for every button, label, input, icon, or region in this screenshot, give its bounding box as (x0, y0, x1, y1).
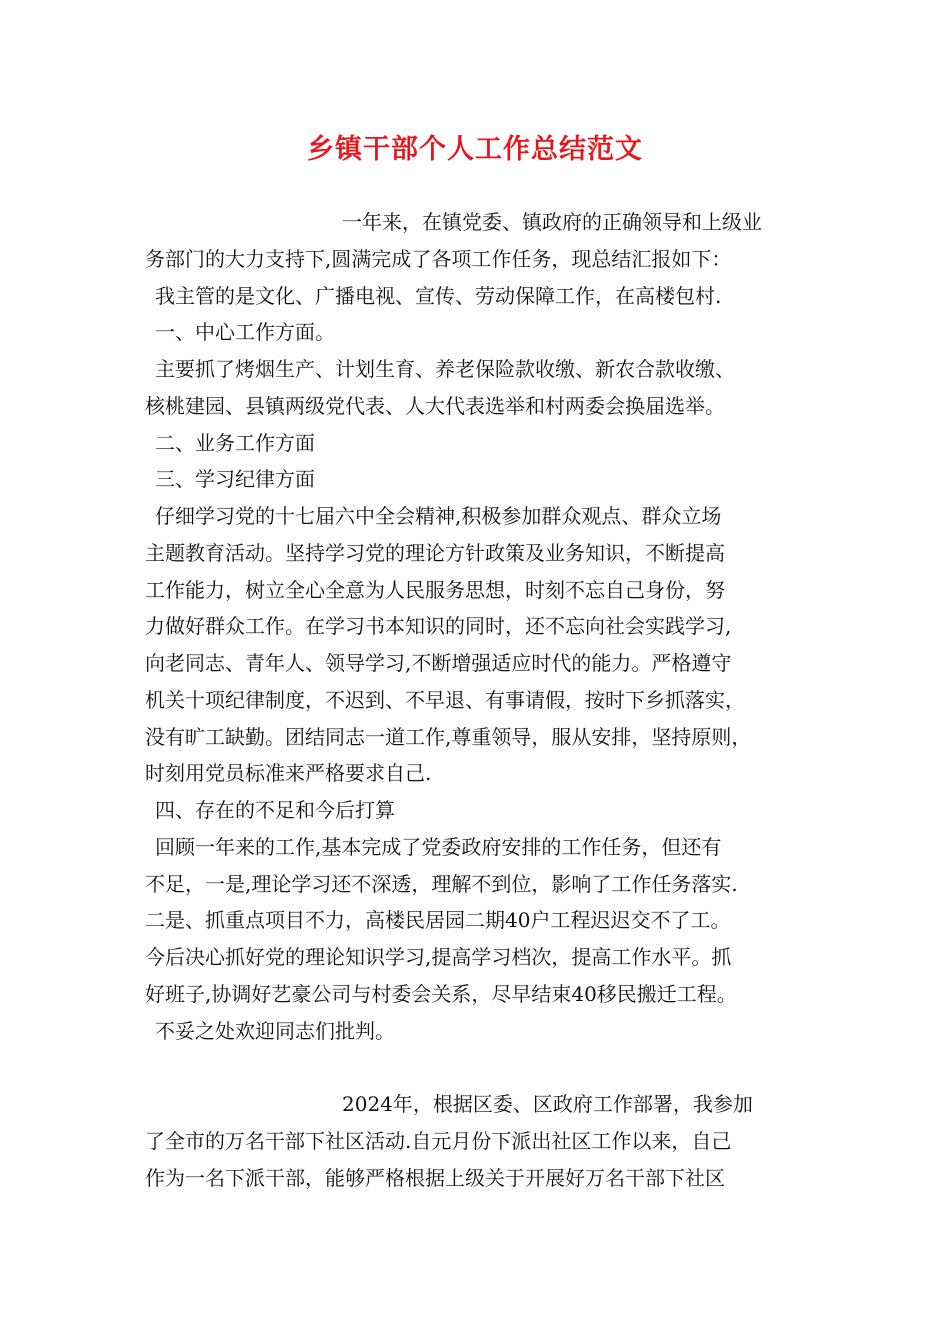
paragraph-line: 时刻用党员标准来严格要求自己. (145, 761, 432, 785)
paragraph-line: 力做好群众工作。在学习书本知识的同时，还不忘向社会实践学习, (145, 614, 732, 638)
paragraph-line: 作为一名下派干部，能够严格根据上级关于开展好万名干部下社区 (145, 1166, 725, 1190)
paragraph-line: 一年来，在镇党委、镇政府的正确领导和上级业 (342, 210, 762, 234)
paragraph-line: 机关十项纪律制度，不迟到、不早退、有事请假，按时下乡抓落实， (145, 688, 745, 712)
paragraph-line: 核桃建园、县镇两级党代表、人大代表选举和村两委会换届选举。 (145, 394, 725, 418)
paragraph-line: 主题教育活动。坚持学习党的理论方针政策及业务知识，不断提高 (145, 541, 725, 565)
section-heading: 一、中心工作方面。 (155, 320, 335, 344)
paragraph-line: 我主管的是文化、广播电视、宣传、劳动保障工作，在高楼包村. (155, 284, 722, 308)
section-heading: 二、业务工作方面 (155, 431, 315, 455)
paragraph-line: 今后决心抓好党的理论知识学习,提高学习档次，提高工作水平。抓 (145, 945, 732, 969)
paragraph-line: 好班子,协调好艺豪公司与村委会关系，尽早结束40移民搬迁工程。 (145, 982, 737, 1006)
paragraph-line: 2024年，根据区委、区政府工作部署，我参加 (342, 1092, 753, 1116)
paragraph-line: 二是、抓重点项目不力，高楼民居园二期40户工程迟迟交不了工。 (145, 908, 731, 932)
paragraph-line: 了全市的万名干部下社区活动.自元月份下派出社区工作以来，自己 (145, 1129, 732, 1153)
document-title: 乡镇干部个人工作总结范文 (307, 134, 643, 165)
paragraph-line: 主要抓了烤烟生产、计划生育、养老保险款收缴、新农合款收缴、 (155, 357, 735, 381)
paragraph-line: 务部门的大力支持下,圆满完成了各项工作任务，现总结汇报如下： (145, 247, 732, 271)
section-heading: 三、学习纪律方面 (155, 467, 315, 491)
paragraph-line: 不妥之处欢迎同志们批判。 (155, 1019, 395, 1043)
paragraph-line: 工作能力，树立全心全意为人民服务思想，时刻不忘自己身份，努 (145, 578, 725, 602)
paragraph-line: 不足，一是,理论学习还不深透，理解不到位，影响了工作任务落实. (145, 872, 738, 896)
paragraph-line: 回顾一年来的工作,基本完成了党委政府安排的工作任务，但还有 (155, 835, 722, 859)
paragraph-line: 没有旷工缺勤。团结同志一道工作,尊重领导，服从安排，坚持原则， (145, 725, 752, 749)
section-heading: 四、存在的不足和今后打算 (155, 798, 395, 822)
paragraph-line: 仔细学习党的十七届六中全会精神,积极参加群众观点、群众立场 (155, 504, 722, 528)
paragraph-line: 向老同志、青年人、领导学习,不断增强适应时代的能力。严格遵守 (145, 651, 732, 675)
